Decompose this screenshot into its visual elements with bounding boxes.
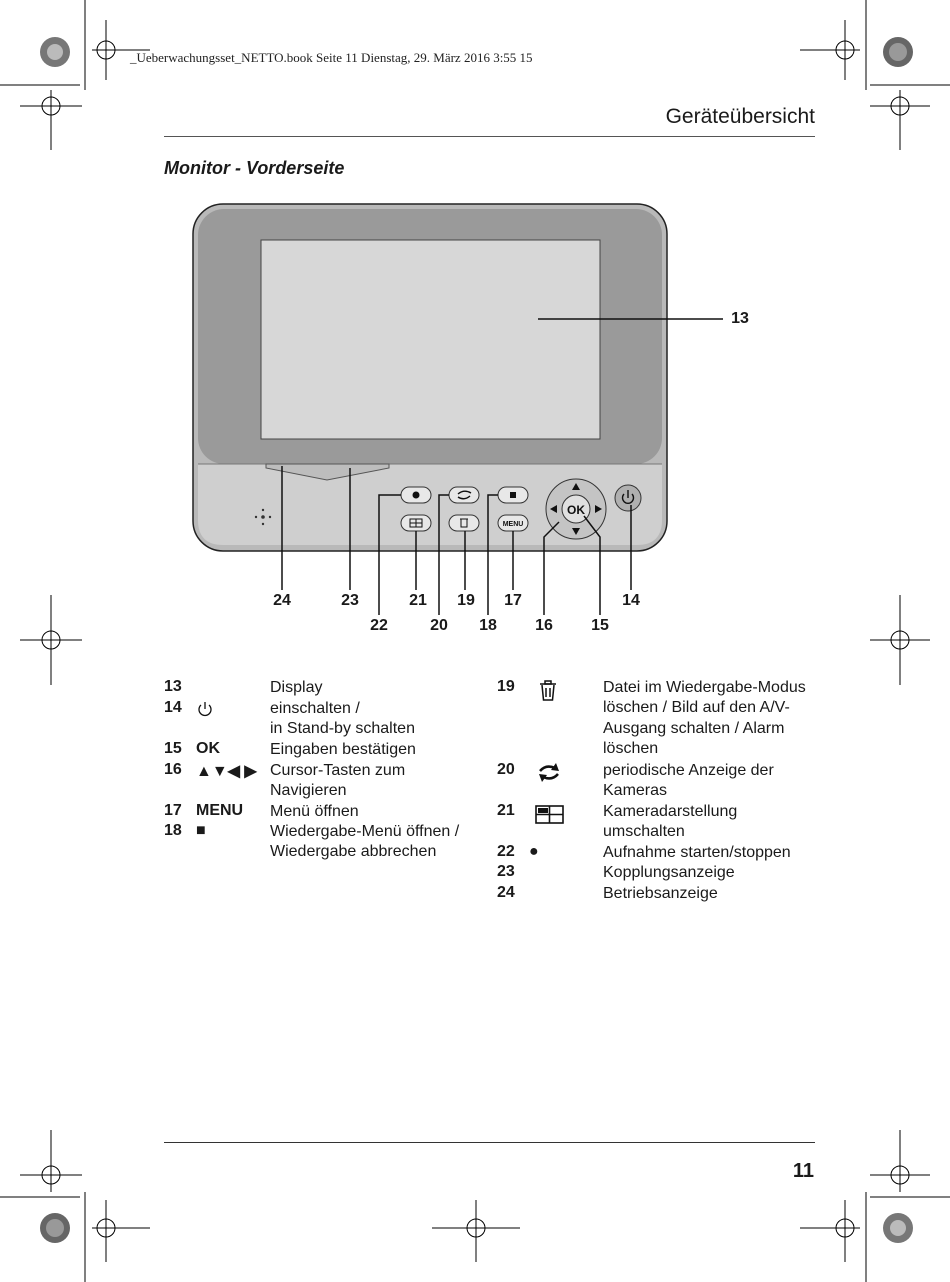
legend-number: 20 bbox=[497, 761, 515, 778]
legend-symbol: OK bbox=[196, 740, 220, 757]
callout-19: 19 bbox=[457, 592, 475, 609]
footer-rule bbox=[164, 1142, 815, 1143]
subheading: Monitor - Vorderseite bbox=[164, 158, 345, 178]
trash-button bbox=[449, 515, 479, 531]
legend-desc: löschen bbox=[603, 740, 659, 757]
callout-15: 15 bbox=[591, 617, 609, 634]
callout-22: 22 bbox=[370, 617, 388, 634]
callout-21: 21 bbox=[409, 592, 427, 609]
legend-desc: Navigieren bbox=[270, 782, 347, 799]
legend-number: 16 bbox=[164, 761, 182, 778]
record-icon bbox=[413, 492, 420, 499]
legend-symbol: ● bbox=[529, 843, 539, 860]
callout-23: 23 bbox=[341, 592, 359, 609]
callout-17: 17 bbox=[504, 592, 522, 609]
callout-13: 13 bbox=[731, 310, 749, 327]
callout-24: 24 bbox=[273, 592, 291, 609]
section-title: Geräteübersicht bbox=[665, 105, 815, 128]
legend-desc: Aufnahme starten/stoppen bbox=[603, 844, 791, 861]
legend-desc: Wiedergabe abbrechen bbox=[270, 843, 437, 860]
legend-desc: Menü öffnen bbox=[270, 803, 359, 820]
legend-number: 22 bbox=[497, 843, 515, 860]
callout-16: 16 bbox=[535, 617, 553, 634]
legend-desc: Wiedergabe-Menü öffnen / bbox=[270, 823, 460, 840]
legend-number: 23 bbox=[497, 863, 515, 880]
display-screen bbox=[261, 240, 600, 439]
legend-desc: Kameradarstellung bbox=[603, 803, 738, 820]
legend-desc: Datei im Wiedergabe-Modus bbox=[603, 679, 806, 696]
legend-desc: Display bbox=[270, 679, 323, 696]
callout-18: 18 bbox=[479, 617, 497, 634]
legend-number: 19 bbox=[497, 678, 515, 695]
cycle-icon bbox=[536, 762, 562, 782]
menu-button-label: MENU bbox=[502, 521, 524, 528]
legend-desc: Cursor-Tasten zum bbox=[270, 762, 406, 779]
legend-symbol: ▲▼◀ ▶ bbox=[196, 763, 257, 780]
legend-number: 24 bbox=[497, 884, 515, 901]
legend-number: 18 bbox=[164, 822, 182, 839]
legend-desc: Betriebsanzeige bbox=[603, 885, 718, 902]
print-header: _Ueberwachungsset_NETTO.book Seite 11 Dienstag, 29. März 2016 3:55 15 bbox=[130, 50, 533, 65]
cycle-button bbox=[449, 487, 479, 503]
legend-number: 21 bbox=[497, 802, 515, 819]
power-icon bbox=[196, 700, 214, 718]
legend-desc: einschalten / bbox=[270, 700, 360, 717]
callout-14: 14 bbox=[622, 592, 640, 609]
callout-20: 20 bbox=[430, 617, 448, 634]
legend-desc: Ausgang schalten / Alarm bbox=[603, 720, 785, 737]
legend-desc: periodische Anzeige der bbox=[603, 762, 774, 779]
legend-desc: löschen / Bild auf den A/V- bbox=[603, 699, 790, 716]
split-screen-icon bbox=[535, 805, 565, 825]
legend-number: 17 bbox=[164, 802, 182, 819]
legend-desc: umschalten bbox=[603, 823, 685, 840]
page-number: 11 bbox=[792, 1160, 814, 1182]
legend-desc: Eingaben bestätigen bbox=[270, 741, 416, 758]
legend-number: 14 bbox=[164, 699, 182, 716]
legend-symbol: ■ bbox=[196, 822, 206, 839]
ok-button-label: OK bbox=[567, 503, 585, 517]
legend-symbol: MENU bbox=[196, 802, 244, 819]
stop-icon bbox=[510, 492, 516, 498]
legend-number: 15 bbox=[164, 740, 182, 757]
trash-icon bbox=[538, 680, 558, 702]
legend-desc: Kameras bbox=[603, 782, 668, 799]
legend-desc: Kopplungsanzeige bbox=[603, 864, 735, 881]
legend-desc: in Stand-by schalten bbox=[270, 720, 415, 737]
legend-number: 13 bbox=[164, 678, 182, 695]
